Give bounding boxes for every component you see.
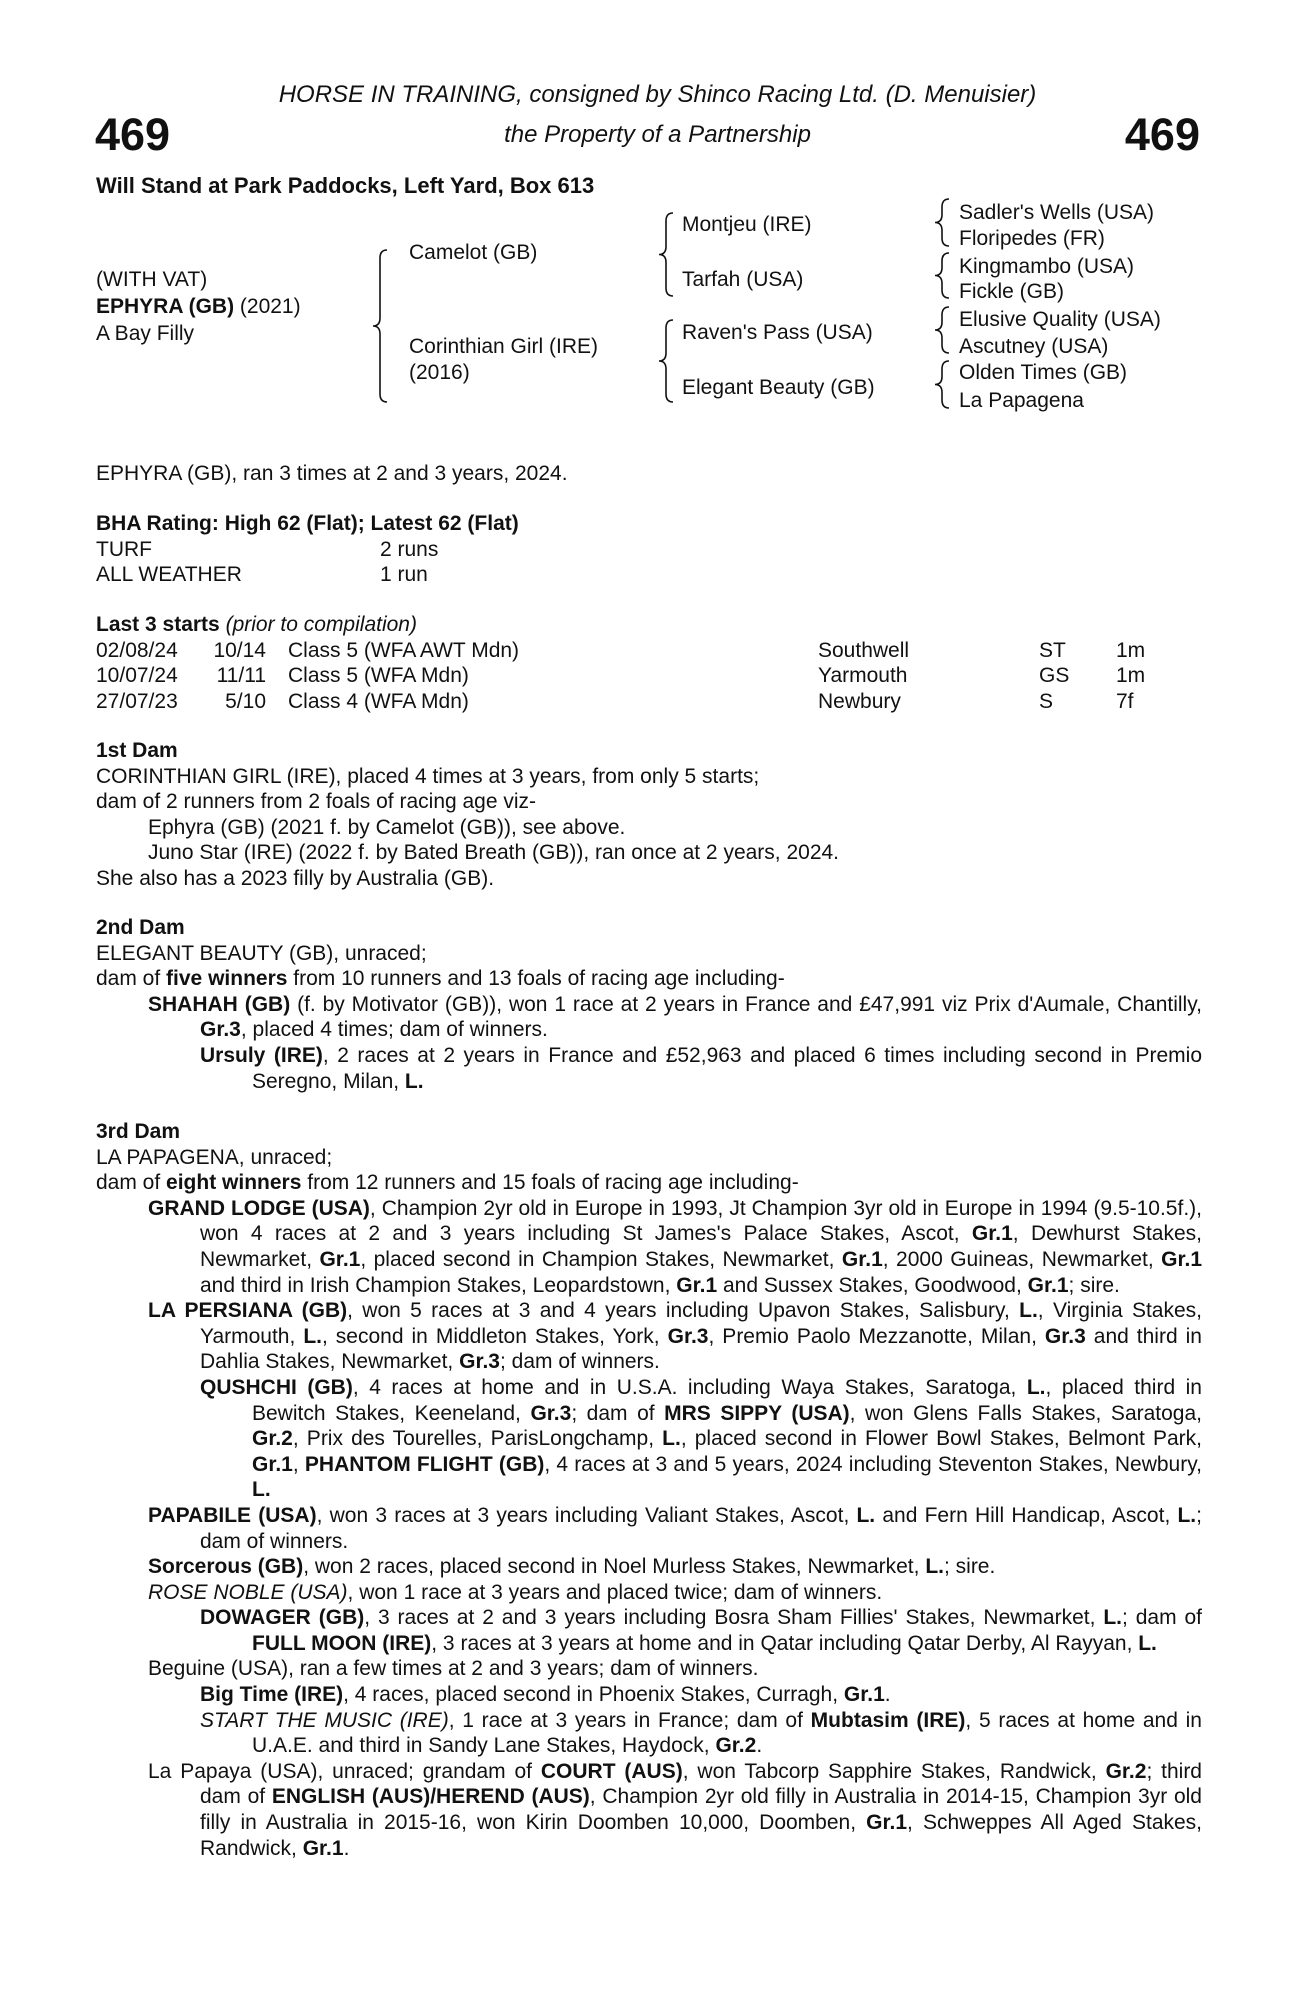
text-run: , won 1 race at 3 years and placed twice; dam of winners. [347, 1580, 883, 1604]
produce-entry [96, 1298, 1202, 1375]
start-race: Class 5 (WFA Mdn) [288, 664, 469, 688]
brace-icon [659, 320, 673, 402]
produce-entry [96, 1656, 1202, 1682]
bold-text: L. [1177, 1503, 1197, 1527]
text-run: , 5 races at home and in U.A.E. and third in Sandy Lane Stakes, Haydock, [252, 1708, 1202, 1758]
surface: TURF [96, 537, 152, 561]
race-summary: EPHYRA (GB), ran 3 times at 2 and 3 years, 2024. [96, 462, 568, 485]
consignment-line: HORSE IN TRAINING, consigned by Shinco Racing Ltd. (D. Menuisier) [278, 81, 1037, 108]
italic-text: START THE MUSIC (IRE) [200, 1708, 449, 1732]
text-run: , Premio Paolo Mezzanotte, Milan, [708, 1324, 1045, 1348]
text-run: , won Glens Falls Stakes, Saratoga, [849, 1401, 1202, 1425]
text-run: , Dewhurst Stakes, Newmarket, [200, 1222, 1202, 1271]
bold-text: Big Time (IRE) [200, 1683, 344, 1707]
text-run: and Sussex Stakes, Goodwood, [717, 1273, 1028, 1297]
gen3-ancestor: Sadler's Wells (USA) [959, 201, 1154, 224]
text-run: dam of [96, 1171, 167, 1195]
produce-entry [96, 1580, 1202, 1606]
brace-icon [935, 307, 949, 353]
rating-row [96, 562, 1202, 588]
bold-text: Gr.1 [971, 1222, 1013, 1246]
start-date: 27/07/23 [96, 689, 178, 713]
bold-text: L. [303, 1324, 322, 1348]
bold-text: Gr.1 [252, 1452, 293, 1476]
produce-entry [96, 1759, 1202, 1861]
text-run: , won 3 races at 3 years including Valiant Stakes, Ascot, [316, 1503, 857, 1527]
lot-number-left: 469 [95, 109, 171, 160]
text-run: LA PAPAGENA, unraced; [96, 1145, 333, 1169]
produce-entry [96, 992, 1202, 1043]
rating-title: BHA Rating: High 62 (Flat); Latest 62 (Flat) [96, 512, 519, 535]
bold-text: MRS SIPPY (USA) [664, 1401, 850, 1425]
last-starts-title: Last 3 starts [96, 613, 220, 636]
start-venue: Newbury [818, 689, 901, 713]
bold-text: Gr.1 [676, 1273, 718, 1297]
dam-heading: 1st Dam [96, 739, 178, 762]
bold-text: L. [856, 1503, 876, 1527]
dam-sire: Raven's Pass (USA) [682, 321, 873, 344]
start-pos: 11/11 [216, 664, 266, 688]
bold-text: Gr.1 [319, 1247, 361, 1271]
bold-text: L. [1026, 1375, 1046, 1399]
last-starts-note: (prior to compilation) [225, 613, 417, 636]
text-run: and third in Dahlia Stakes, Newmarket, [200, 1324, 1202, 1374]
bold-text: Gr.2 [715, 1734, 757, 1758]
bold-text: Sorcerous (GB) [148, 1555, 304, 1579]
run-count: 1 run [380, 563, 428, 587]
text-run: from 12 runners and 15 foals of racing age including- [301, 1171, 799, 1195]
produce-entry [96, 1170, 1202, 1196]
text-run: , Champion 2yr old in Europe in 1993, Jt Champion 3yr old in Europe in 1994 (9.5-10.5f.), won 4 races at 2 and 3 years including St James's Palace Stakes, Ascot, [200, 1196, 1202, 1246]
produce-entry [96, 1196, 1202, 1298]
text-run: from 10 runners and 13 foals of racing age including- [287, 967, 785, 991]
text-run: ; sire. [943, 1555, 996, 1579]
bold-text: COURT (AUS) [540, 1759, 683, 1783]
start-dist: 1m [1116, 638, 1146, 662]
bold-text: GRAND LODGE (USA) [148, 1196, 370, 1220]
text-run: ; third dam of [200, 1759, 1202, 1809]
bold-text: Gr.1 [1027, 1273, 1069, 1297]
third-dam-section [96, 1119, 1202, 1861]
last-starts-section [96, 612, 1202, 714]
start-dist: 7f [1116, 689, 1134, 713]
produce-entry [96, 1145, 1202, 1171]
brace-icon [935, 361, 949, 408]
produce-entry [96, 1503, 1202, 1554]
horse-name-line [96, 294, 301, 320]
run-count: 2 runs [380, 537, 439, 561]
bold-text: L. [925, 1555, 944, 1579]
rating-row [96, 537, 1202, 563]
bold-text: L. [1019, 1299, 1038, 1323]
text-run: , placed third in Bewitch Stakes, Keeneland, [252, 1375, 1202, 1425]
text-run: dam of 2 runners from 2 foals of racing age viz- [96, 790, 537, 814]
bold-text: ENGLISH (AUS)/HEREND (AUS) [271, 1785, 590, 1809]
brace-icon [935, 199, 949, 246]
gen3-ancestor: Olden Times (GB) [959, 361, 1128, 384]
start-dist: 1m [1116, 664, 1146, 688]
text-run: ; sire. [1068, 1273, 1120, 1297]
brace-icon [659, 213, 673, 296]
start-date: 02/08/24 [96, 638, 178, 662]
gen3-ancestor: Kingmambo (USA) [959, 255, 1135, 278]
pedigree-braces [0, 0, 1315, 500]
bold-text: L. [662, 1427, 681, 1451]
bold-text: L. [252, 1478, 271, 1502]
bold-text: Gr.1 [841, 1247, 883, 1271]
bold-text: Gr.3 [530, 1401, 572, 1425]
bold-text: LA PERSIANA (GB) [148, 1299, 348, 1323]
text-run: and Fern Hill Handicap, Ascot, [875, 1503, 1178, 1527]
produce-entry [96, 789, 1202, 815]
bold-text: L. [1138, 1631, 1157, 1655]
text-run: , 2000 Guineas, Newmarket, [882, 1247, 1162, 1271]
dam-heading: 3rd Dam [96, 1120, 181, 1143]
text-run: . [343, 1836, 350, 1860]
start-row [96, 638, 1202, 664]
text-run: , 1 race at 3 years in France; dam of [448, 1708, 811, 1732]
text-run: dam of [96, 967, 167, 991]
rating-section [96, 511, 1202, 588]
text-run: Ephyra (GB) (2021 f. by Camelot (GB)), see above. [148, 815, 626, 839]
dam-heading: 2nd Dam [96, 916, 185, 939]
start-pos: 10/14 [213, 638, 266, 662]
start-going: GS [1039, 664, 1070, 688]
start-date: 10/07/24 [96, 664, 178, 688]
produce-entry [96, 815, 1202, 841]
start-going: S [1039, 689, 1054, 713]
start-going: ST [1039, 638, 1066, 662]
text-run: ; dam of [1122, 1606, 1203, 1630]
text-run: She also has a 2023 filly by Australia (GB). [96, 866, 495, 890]
text-run: , 2 races at 2 years in France and £52,963 and placed 6 times including second in Premio Seregno, Milan, [252, 1043, 1202, 1093]
text-run: ; dam of [571, 1401, 665, 1425]
text-run: , second in Middleton Stakes, York, [321, 1324, 668, 1348]
bold-text: Gr.3 [200, 1018, 241, 1042]
produce-entry [96, 1375, 1202, 1503]
text-run: ; dam of winners. [499, 1350, 660, 1374]
text-run: , placed 4 times; dam of winners. [240, 1018, 548, 1042]
surface: ALL WEATHER [96, 563, 242, 587]
text-run: . [884, 1683, 891, 1707]
start-row [96, 663, 1202, 689]
sire-dam: Tarfah (USA) [682, 268, 804, 291]
first-dam-section [96, 738, 1202, 892]
bold-text: L. [1103, 1606, 1123, 1630]
vendor-line: the Property of a Partnership [504, 121, 811, 148]
produce-entry [96, 764, 1202, 790]
location-line: Will Stand at Park Paddocks, Left Yard, Box 613 [96, 173, 595, 198]
text-run: , 4 races at home and in U.S.A. including Waya Stakes, Saratoga, [352, 1375, 1027, 1399]
bold-text: Gr.3 [459, 1350, 500, 1374]
start-venue: Yarmouth [818, 664, 908, 688]
bold-text: PAPABILE (USA) [148, 1503, 317, 1527]
bold-text: QUSHCHI (GB) [200, 1375, 353, 1399]
bold-text: SHAHAH (GB) [148, 992, 291, 1016]
text-run: , Schweppes All Aged Stakes, Randwick, [200, 1811, 1203, 1860]
bold-text: FULL MOON (IRE) [252, 1631, 432, 1655]
produce-entry [96, 966, 1202, 992]
text-run: , Virginia Stakes, Yarmouth, [200, 1299, 1202, 1348]
lot-number-right: 469 [1124, 109, 1200, 160]
dam: Corinthian Girl (IRE) [409, 335, 599, 358]
produce-entry [96, 840, 1202, 866]
bold-text: Gr.1 [866, 1811, 908, 1835]
sire-sire: Montjeu (IRE) [682, 213, 812, 236]
text-run: , placed second in Flower Bowl Stakes, Belmont Park, [680, 1427, 1202, 1451]
bold-text: L. [404, 1069, 424, 1093]
bold-text: five winners [166, 967, 288, 991]
brace-icon [935, 253, 949, 298]
gen3-ancestor: Ascutney (USA) [959, 335, 1109, 358]
bold-text: Gr.1 [1161, 1247, 1203, 1271]
produce-entry [96, 1708, 1202, 1759]
bold-text: Gr.3 [667, 1324, 709, 1348]
start-row [96, 689, 1202, 715]
text-run: , 3 races at 3 years at home and in Qatar including Qatar Derby, Al Rayyan, [431, 1631, 1139, 1655]
bold-text: Ursuly (IRE) [200, 1043, 323, 1067]
text-run: (f. by Motivator (GB)), won 1 race at 2 years in France and £47,991 viz Prix d'Aumale, Chantilly, [290, 992, 1202, 1016]
start-pos: 5/10 [225, 689, 266, 713]
text-run: ELEGANT BEAUTY (GB), unraced; [96, 941, 427, 965]
text-run: CORINTHIAN GIRL (IRE), placed 4 times at 3 years, from only 5 starts; [96, 764, 760, 788]
text-run: , 4 races, placed second in Phoenix Stakes, Curragh, [343, 1683, 844, 1707]
start-race: Class 4 (WFA Mdn) [288, 689, 469, 713]
text-run: Juno Star (IRE) (2022 f. by Bated Breath (GB)), ran once at 2 years, 2024. [148, 841, 840, 865]
second-dam-section [96, 915, 1202, 1094]
bold-text: Mubtasim (IRE) [810, 1708, 966, 1732]
brace-icon [373, 250, 387, 402]
last-starts-heading [96, 612, 1202, 638]
bold-text: PHANTOM FLIGHT (GB) [304, 1452, 545, 1476]
bold-text: Gr.1 [843, 1683, 885, 1707]
produce-entry [96, 1682, 1202, 1708]
text-run: , Champion 2yr old filly in Australia in 2014-15, Champion 3yr old filly in Australia in 2015-16, won Kirin Doomben 10,000, Doomben, [200, 1785, 1202, 1835]
vat-note: (WITH VAT) [96, 268, 208, 291]
gen3-ancestor: Fickle (GB) [959, 280, 1064, 303]
horse-year: (2021) [239, 295, 301, 318]
bold-text: eight winners [166, 1171, 302, 1195]
italic-text: ROSE NOBLE (USA) [148, 1580, 348, 1604]
gen3-ancestor: Elusive Quality (USA) [959, 308, 1161, 331]
text-run: and third in Irish Champion Stakes, Leopardstown, [200, 1273, 677, 1297]
bold-text: Gr.2 [252, 1427, 293, 1451]
text-run: , Prix des Tourelles, ParisLongchamp, [292, 1427, 663, 1451]
dam-dam: Elegant Beauty (GB) [682, 376, 875, 399]
produce-entry [96, 1605, 1202, 1656]
text-run: , won Tabcorp Sapphire Stakes, Randwick, [682, 1759, 1106, 1783]
text-run: Beguine (USA), ran a few times at 2 and 3 years; dam of winners. [148, 1657, 759, 1681]
bold-text: Gr.2 [1105, 1759, 1147, 1783]
text-run: , [292, 1452, 305, 1476]
bold-text: Gr.3 [1044, 1324, 1086, 1348]
bold-text: Gr.1 [302, 1836, 344, 1860]
text-run: , 3 races at 2 and 3 years including Bosra Sham Fillies' Stakes, Newmarket, [364, 1606, 1104, 1630]
text-run: . [756, 1734, 763, 1758]
bold-text: DOWAGER (GB) [200, 1606, 365, 1630]
horse-name: EPHYRA (GB) [96, 295, 235, 318]
start-venue: Southwell [818, 638, 910, 662]
text-run: , won 5 races at 3 and 4 years including Upavon Stakes, Salisbury, [347, 1299, 1020, 1323]
text-run: , placed second in Champion Stakes, Newmarket, [360, 1247, 842, 1271]
text-run: ; dam of winners. [200, 1503, 1202, 1553]
produce-entry [96, 1554, 1202, 1580]
horse-description: A Bay Filly [96, 322, 195, 345]
gen3-ancestor: La Papagena [959, 389, 1084, 412]
text-run: , 4 races at 3 and 5 years, 2024 including Steventon Stakes, Newbury, [544, 1452, 1202, 1476]
sire: Camelot (GB) [409, 241, 538, 264]
produce-entry [96, 941, 1202, 967]
start-race: Class 5 (WFA AWT Mdn) [288, 638, 520, 662]
dam-year: (2016) [409, 361, 470, 384]
text-run: , won 2 races, placed second in Noel Murless Stakes, Newmarket, [303, 1555, 926, 1579]
produce-entry [96, 1043, 1202, 1094]
text-run: La Papaya (USA), unraced; grandam of [148, 1759, 541, 1783]
produce-entry [96, 866, 1202, 892]
gen3-ancestor: Floripedes (FR) [959, 227, 1105, 250]
